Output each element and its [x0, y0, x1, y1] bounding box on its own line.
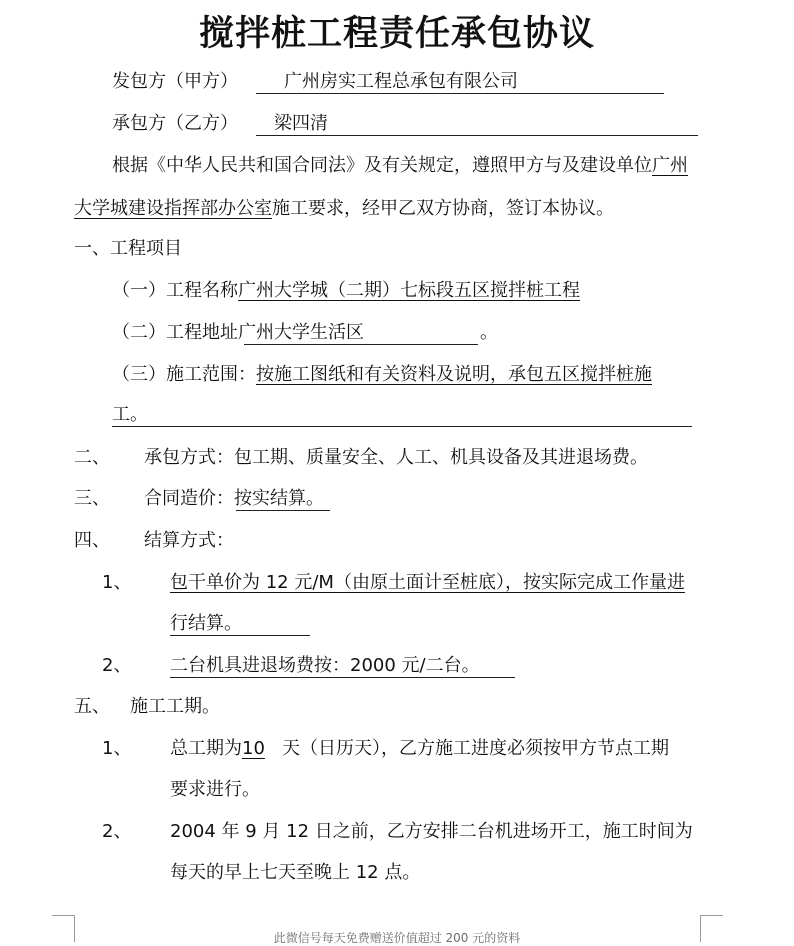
section-5-label: 施工工期。 — [130, 696, 220, 717]
section-3-number: 三、 — [74, 488, 110, 509]
section-3-row — [144, 487, 324, 511]
project-name-row — [112, 279, 580, 303]
schedule-item-1-suffix: 天（日历天），乙方施工进度必须按甲方节点工期 — [282, 738, 669, 759]
schedule-item-1-prefix: 总工期为 — [170, 738, 242, 759]
document-title: 搅拌桩工程责任承包协议 — [198, 14, 595, 54]
schedule-item-1-line-2: 要求进行。 — [170, 779, 260, 800]
section-1-heading: 一、工程项目 — [74, 238, 182, 259]
scope-row — [112, 363, 652, 387]
project-address-value: 广州大学生活区 — [238, 322, 364, 343]
section-5-number: 五、 — [74, 696, 110, 717]
section-2-value: 包工期、质量安全、人工、机具设备及其进退场费。 — [234, 447, 648, 468]
intro-line-1 — [112, 154, 688, 178]
schedule-item-2-line-2: 每天的早上七天至晚上 12 点。 — [170, 862, 421, 883]
section-3-underline — [236, 510, 330, 511]
scope-underline — [112, 426, 692, 427]
intro-text-cont: 施工要求，经甲乙双方协商，签订本协议。 — [272, 198, 614, 219]
settlement-item-1-underline — [170, 635, 310, 636]
intro-line-2 — [74, 197, 614, 221]
party-b-underline — [256, 135, 698, 136]
section-2-row — [144, 446, 648, 470]
schedule-item-2-number: 2、 — [102, 821, 132, 842]
project-address-underline — [244, 344, 478, 345]
party-b-label: 承包方（乙方） — [112, 113, 238, 134]
intro-unit-name: 广州 — [652, 155, 688, 176]
project-name-value: 广州大学城（二期）七标段五区搅拌桩工程 — [238, 280, 580, 301]
schedule-item-1-number: 1、 — [102, 738, 132, 759]
intro-unit-name-cont: 大学城建设指挥部办公室 — [74, 198, 272, 219]
scope-value: 按施工图纸和有关资料及说明，承包五区搅拌桩施 — [256, 364, 652, 385]
section-3-label: 合同造价： — [144, 488, 234, 509]
party-a-value: 广州房实工程总承包有限公司 — [284, 71, 518, 92]
project-address-end: 。 — [480, 322, 498, 343]
intro-text: 根据《中华人民共和国合同法》及有关规定，遵照甲方与及建设单位 — [112, 155, 652, 176]
settlement-item-2-text: 二台机具进退场费按：2000 元/二台。 — [170, 655, 480, 676]
settlement-item-1-line-2: 行结算。 — [170, 613, 242, 634]
settlement-item-2-number: 2、 — [102, 655, 132, 676]
project-address-label: （二）工程地址 — [112, 322, 238, 343]
schedule-item-1-line-1 — [170, 737, 669, 761]
settlement-item-2-underline — [170, 677, 515, 678]
total-days-value: 10 — [242, 738, 265, 759]
section-4-number: 四、 — [74, 530, 110, 551]
settlement-item-1-line-1: 包干单价为 12 元/M（由原土面计至桩底），按实际完成工作量进 — [170, 572, 685, 593]
footer-note: 此微信号每天免费赠送价值超过 200 元的资料 — [273, 931, 521, 945]
project-name-label: （一）工程名称 — [112, 280, 238, 301]
project-address-row — [112, 321, 364, 345]
section-3-value: 按实结算。 — [234, 488, 324, 509]
scope-value-cont: 工。 — [112, 404, 148, 425]
scope-label: （三）施工范围： — [112, 364, 256, 385]
party-b-value: 梁四清 — [274, 113, 328, 134]
settlement-item-1-number: 1、 — [102, 572, 132, 593]
schedule-item-2-line-1: 2004 年 9 月 12 日之前，乙方安排二台机进场开工，施工时间为 — [170, 821, 693, 842]
party-a-label: 发包方（甲方） — [112, 71, 238, 92]
section-2-label: 承包方式： — [144, 447, 234, 468]
section-2-number: 二、 — [74, 447, 110, 468]
party-a-underline — [256, 93, 664, 94]
section-4-label: 结算方式： — [144, 530, 234, 551]
